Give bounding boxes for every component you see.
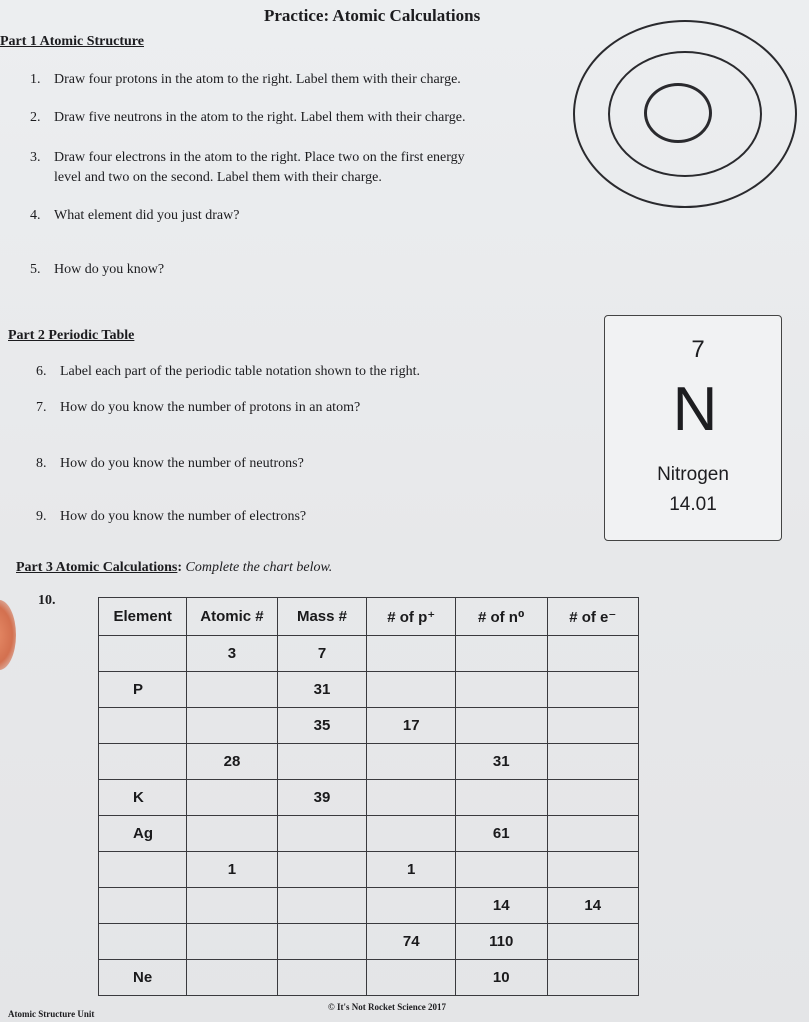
question-text: How do you know the number of neutrons?	[60, 456, 304, 471]
cell-electrons[interactable]	[547, 708, 638, 744]
part2-heading: Part 2 Periodic Table	[8, 328, 135, 343]
question-2	[30, 110, 465, 126]
question-number: 2.	[30, 110, 41, 125]
card-element-symbol: N	[672, 375, 718, 444]
cell-neutrons[interactable]	[455, 636, 547, 672]
cell-element[interactable]	[99, 636, 187, 672]
cell-mass-number[interactable]	[277, 888, 367, 924]
atomic-calculations-table	[98, 597, 639, 996]
cell-mass-number[interactable]	[277, 960, 367, 996]
cell-mass-number[interactable]: 31	[277, 672, 367, 708]
cell-protons[interactable]	[367, 744, 456, 780]
cell-neutrons[interactable]	[455, 780, 547, 816]
question-8	[36, 456, 304, 472]
question-10: 10.	[38, 593, 56, 608]
cell-element[interactable]: K	[99, 780, 187, 816]
cell-atomic-number[interactable]	[187, 960, 277, 996]
cell-element[interactable]	[99, 924, 187, 960]
column-header-mass-number: Mass #	[277, 598, 367, 636]
table-row	[99, 960, 639, 996]
question-text: What element did you just draw?	[54, 208, 240, 223]
question-text: Draw four protons in the atom to the right. Label them with their charge.	[54, 72, 461, 87]
question-4	[30, 208, 239, 224]
table-row	[99, 708, 639, 744]
footer-copyright: © It's Not Rocket Science 2017	[328, 1002, 446, 1012]
cell-mass-number[interactable]	[277, 744, 367, 780]
question-3	[30, 150, 465, 166]
question-number: 1.	[30, 72, 41, 87]
cell-element[interactable]	[99, 852, 187, 888]
cell-electrons[interactable]	[547, 816, 638, 852]
cell-protons[interactable]: 1	[367, 852, 456, 888]
cell-mass-number[interactable]: 39	[277, 780, 367, 816]
cell-element[interactable]: Ne	[99, 960, 187, 996]
question-7	[36, 400, 360, 416]
cell-electrons[interactable]	[547, 780, 638, 816]
question-text: Label each part of the periodic table notation shown to the right.	[60, 364, 420, 379]
cell-protons[interactable]: 17	[367, 708, 456, 744]
atom-nucleus	[644, 83, 712, 143]
cell-mass-number[interactable]	[277, 816, 367, 852]
part3-instruction: Complete the chart below.	[185, 560, 333, 575]
question-1	[30, 72, 461, 88]
table-row	[99, 816, 639, 852]
cell-atomic-number[interactable]	[187, 888, 277, 924]
part3-heading: Part 3 Atomic Calculations	[16, 560, 178, 575]
cell-protons[interactable]: 74	[367, 924, 456, 960]
column-header-atomic-number: Atomic #	[187, 598, 277, 636]
finger-shadow	[0, 600, 16, 670]
cell-electrons[interactable]	[547, 924, 638, 960]
cell-mass-number[interactable]: 35	[277, 708, 367, 744]
cell-atomic-number[interactable]	[187, 816, 277, 852]
cell-element[interactable]	[99, 888, 187, 924]
question-text: How do you know the number of electrons?	[60, 509, 307, 524]
question-text: How do you know?	[54, 262, 165, 277]
table-row	[99, 672, 639, 708]
question-number: 9.	[36, 509, 47, 524]
page-title: Practice: Atomic Calculations	[264, 6, 481, 25]
column-header-protons: # of p⁺	[367, 598, 456, 636]
cell-atomic-number[interactable]	[187, 780, 277, 816]
cell-neutrons[interactable]: 31	[455, 744, 547, 780]
cell-neutrons[interactable]: 110	[455, 924, 547, 960]
cell-protons[interactable]	[367, 816, 456, 852]
cell-neutrons[interactable]	[455, 852, 547, 888]
question-3-line2: level and two on the second. Label them with their charge.	[54, 170, 382, 185]
table-row	[99, 852, 639, 888]
card-atomic-mass: 14.01	[669, 494, 717, 515]
question-number: 4.	[30, 208, 41, 223]
cell-neutrons[interactable]: 14	[455, 888, 547, 924]
question-text: How do you know the number of protons in an atom?	[60, 400, 361, 415]
cell-electrons[interactable]	[547, 672, 638, 708]
part3-heading-line: Part 3 Atomic Calculations: Complete the chart below.	[16, 560, 333, 575]
cell-electrons[interactable]	[547, 744, 638, 780]
cell-protons[interactable]	[367, 960, 456, 996]
cell-atomic-number[interactable]	[187, 672, 277, 708]
table-row	[99, 636, 639, 672]
part1-heading: Part 1 Atomic Structure	[0, 34, 144, 49]
cell-neutrons[interactable]	[455, 708, 547, 744]
table-header-row	[99, 598, 639, 636]
cell-neutrons[interactable]: 61	[455, 816, 547, 852]
question-6	[36, 364, 420, 380]
table-row	[99, 888, 639, 924]
table-row	[99, 780, 639, 816]
table-row	[99, 924, 639, 960]
cell-element[interactable]: Ag	[99, 816, 187, 852]
cell-mass-number[interactable]	[277, 852, 367, 888]
cell-neutrons[interactable]	[455, 672, 547, 708]
question-number: 6.	[36, 364, 47, 379]
cell-element[interactable]	[99, 744, 187, 780]
cell-protons[interactable]	[367, 636, 456, 672]
footer-unit: Atomic Structure Unit	[8, 1009, 95, 1019]
column-header-neutrons: # of n⁰	[455, 598, 547, 636]
table-row	[99, 744, 639, 780]
question-number: 7.	[36, 400, 47, 415]
cell-atomic-number[interactable]	[187, 708, 277, 744]
question-9	[36, 509, 306, 525]
question-5	[30, 262, 164, 278]
cell-atomic-number[interactable]: 1	[187, 852, 277, 888]
question-text: Draw four electrons in the atom to the right. Place two on the first energy	[54, 150, 465, 165]
cell-mass-number[interactable]: 7	[277, 636, 367, 672]
cell-atomic-number[interactable]: 3	[187, 636, 277, 672]
cell-electrons[interactable]	[547, 852, 638, 888]
card-element-name: Nitrogen	[657, 464, 729, 485]
cell-atomic-number[interactable]: 28	[187, 744, 277, 780]
column-header-electrons: # of e⁻	[547, 598, 638, 636]
question-text: Draw five neutrons in the atom to the right. Label them with their charge.	[54, 110, 466, 125]
cell-neutrons[interactable]: 10	[455, 960, 547, 996]
card-atomic-number: 7	[691, 336, 705, 363]
periodic-table-card	[604, 315, 782, 541]
cell-protons[interactable]	[367, 780, 456, 816]
cell-protons[interactable]	[367, 888, 456, 924]
question-number: 3.	[30, 150, 41, 165]
cell-atomic-number[interactable]	[187, 924, 277, 960]
question-number: 5.	[30, 262, 41, 277]
cell-electrons[interactable]	[547, 636, 638, 672]
cell-protons[interactable]	[367, 672, 456, 708]
cell-element[interactable]	[99, 708, 187, 744]
column-header-element: Element	[99, 598, 187, 636]
cell-electrons[interactable]: 14	[547, 888, 638, 924]
cell-electrons[interactable]	[547, 960, 638, 996]
question-number: 8.	[36, 456, 47, 471]
cell-element[interactable]: P	[99, 672, 187, 708]
cell-mass-number[interactable]	[277, 924, 367, 960]
